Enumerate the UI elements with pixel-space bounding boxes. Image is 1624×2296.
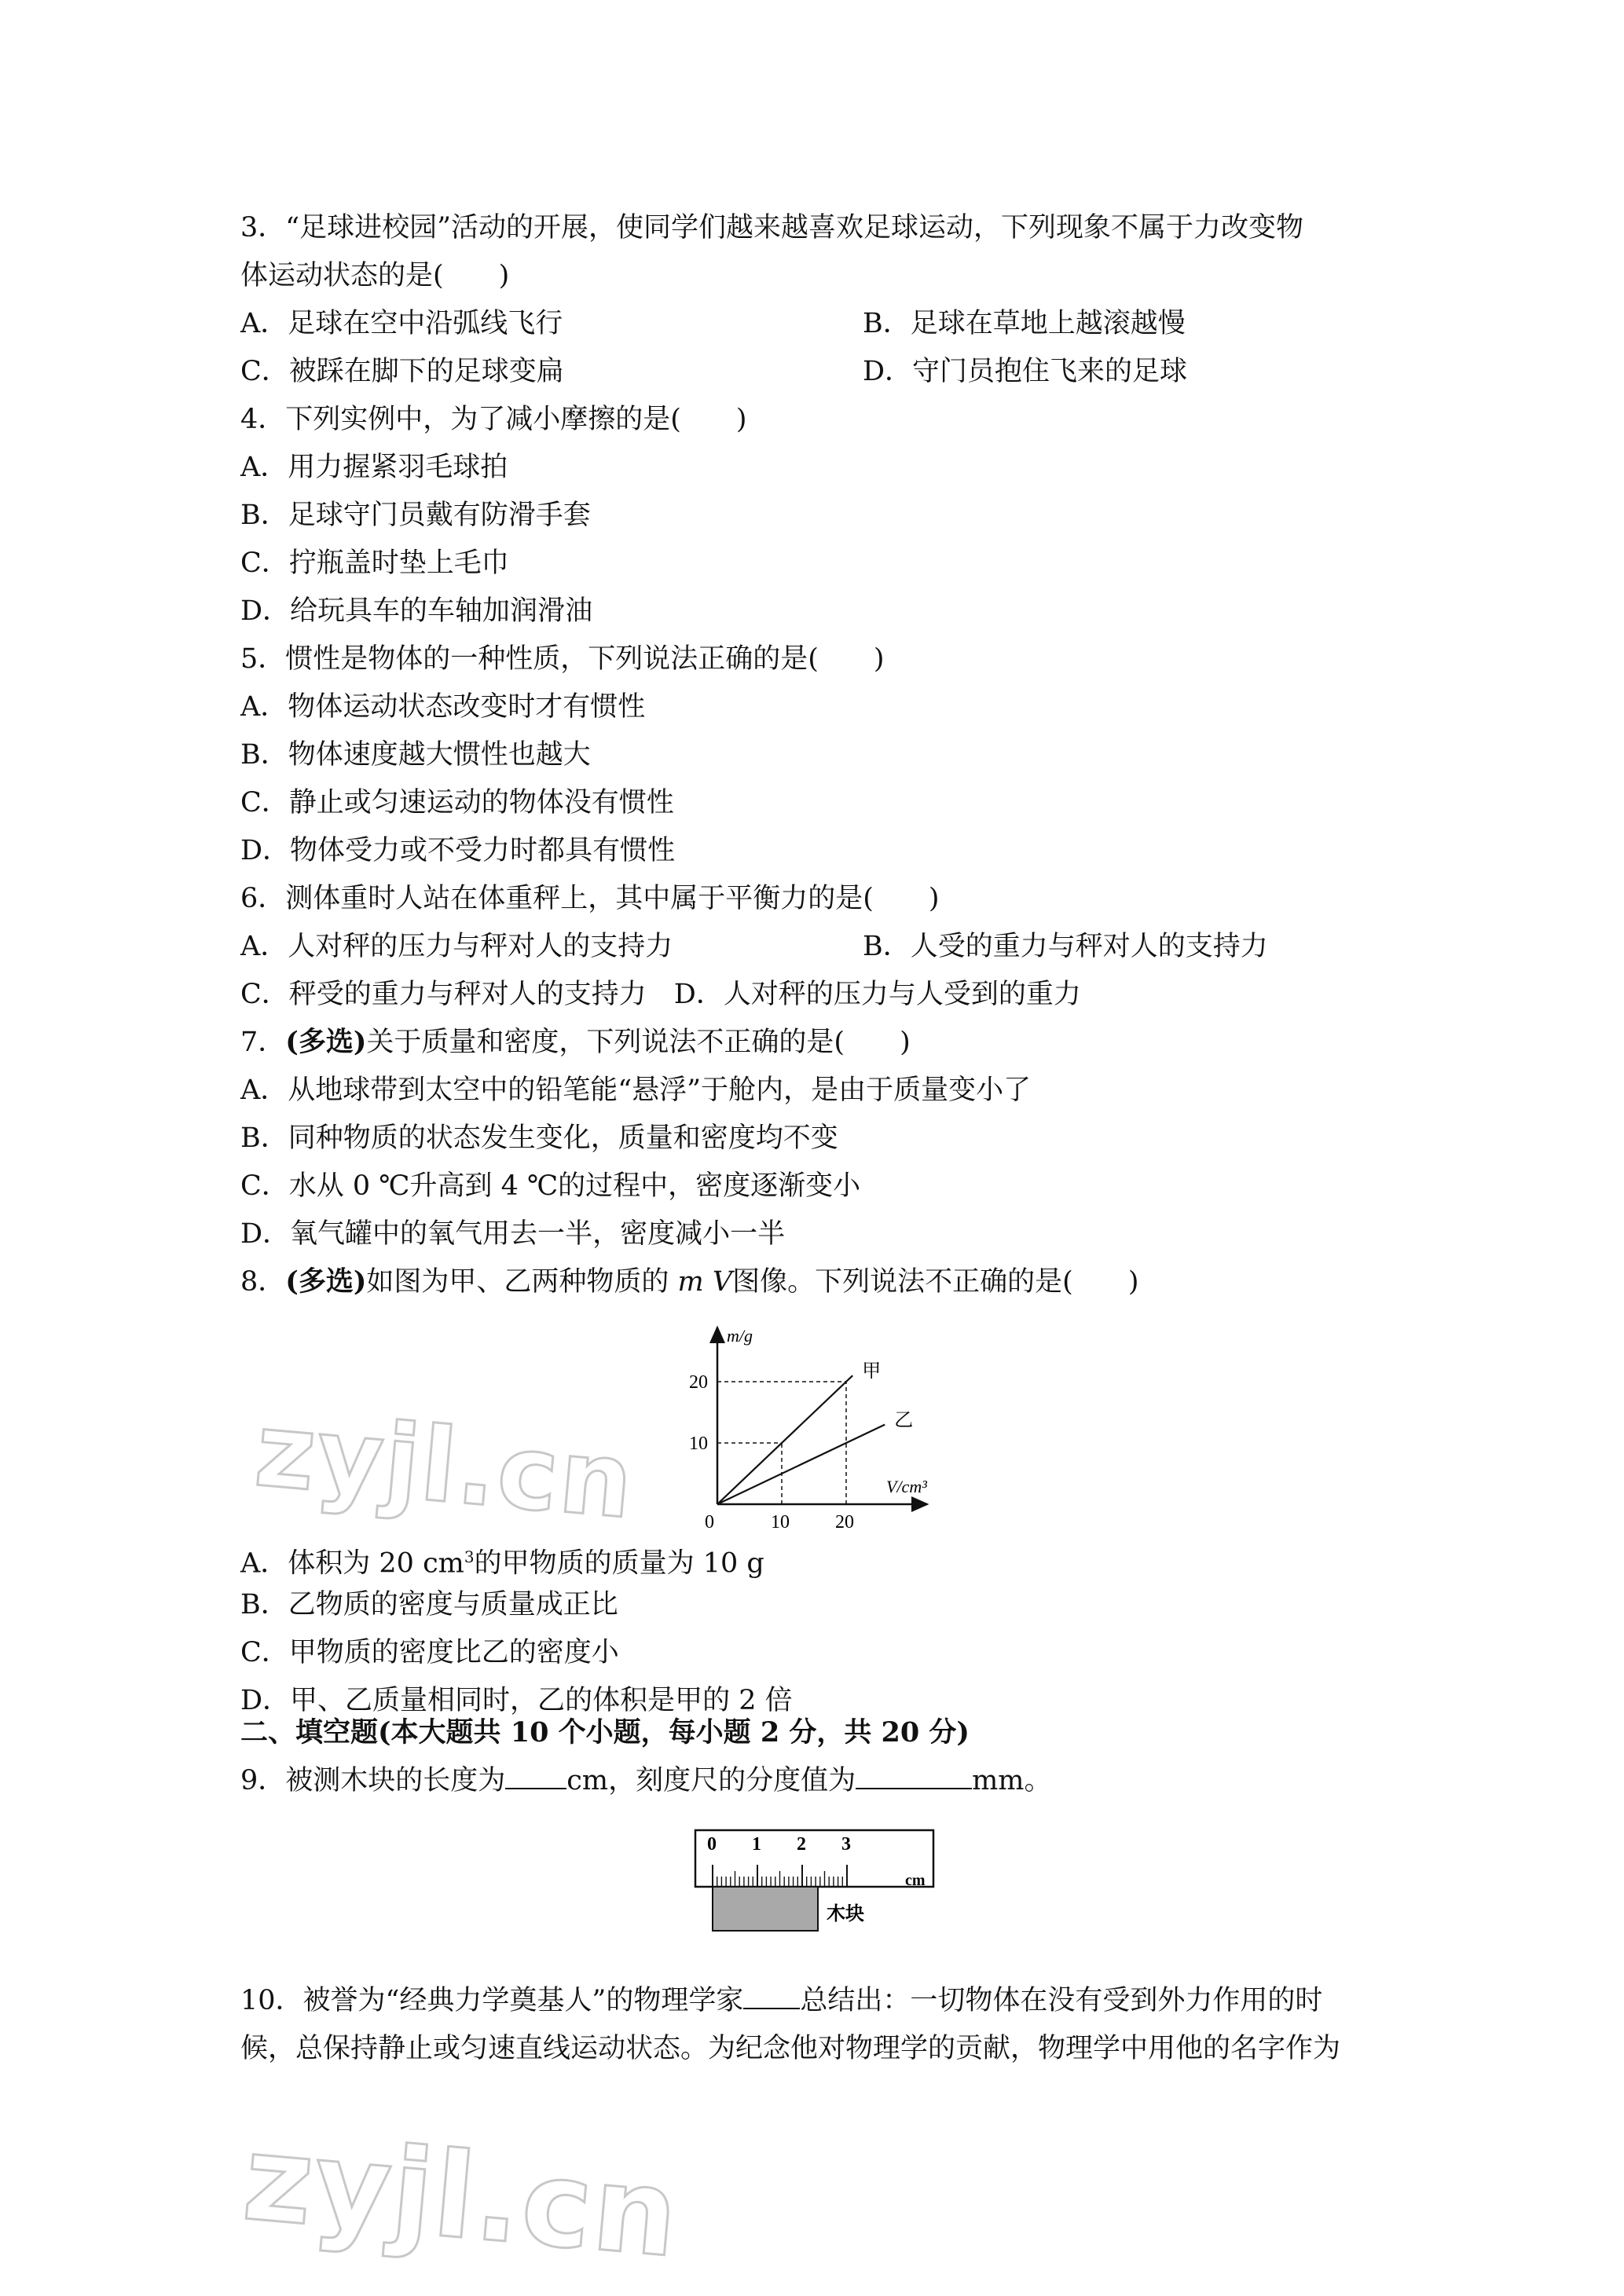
q4-option-d: D．给玩具车的车轴加润滑油 bbox=[240, 595, 593, 627]
q4-option-c: C．拧瓶盖时垫上毛巾 bbox=[240, 547, 509, 579]
q8-option-b: B．乙物质的密度与质量成正比 bbox=[240, 1589, 618, 1620]
q8-number: 8． bbox=[240, 1266, 286, 1298]
q9-pre: 9．被测木块的长度为 bbox=[240, 1765, 506, 1796]
series-line-1 bbox=[717, 1425, 885, 1504]
q8-option-d: D．甲、乙质量相同时，乙的体积是甲的 2 倍 bbox=[240, 1685, 793, 1716]
y-tick-10: 10 bbox=[689, 1434, 708, 1454]
q5-option-c: C．静止或匀速运动的物体没有惯性 bbox=[240, 787, 674, 818]
ruler-number-1: 1 bbox=[752, 1834, 761, 1855]
q6-option-a: A．人对秤的压力与秤对人的支持力 bbox=[240, 931, 673, 962]
series-label-0: 甲 bbox=[862, 1361, 882, 1382]
q7-stem-line bbox=[240, 1025, 911, 1060]
ruler-number-2: 2 bbox=[797, 1834, 806, 1855]
q8-stem-b: 图像。下列说法不正确的是( ) bbox=[732, 1266, 1139, 1298]
x-tick-10: 10 bbox=[771, 1512, 790, 1532]
q10-blank[interactable] bbox=[743, 1984, 800, 2009]
q9-line bbox=[240, 1763, 1051, 1798]
q8-option-a bbox=[240, 1540, 764, 1581]
q7-option-a: A．从地球带到太空中的铅笔能“悬浮”于舱内，是由于质量变小了 bbox=[240, 1075, 1032, 1106]
q8-stem-line bbox=[240, 1265, 1138, 1299]
q7-stem: 关于质量和密度，下列说法不正确的是( ) bbox=[366, 1027, 911, 1058]
q3-option-a: A．足球在空中沿弧线飞行 bbox=[240, 308, 563, 339]
ruler-number-3: 3 bbox=[841, 1834, 851, 1855]
q4-stem: 4．下列实例中，为了减小摩擦的是( ) bbox=[240, 404, 747, 435]
x-tick-20: 20 bbox=[835, 1512, 854, 1532]
series-line-0 bbox=[717, 1375, 852, 1504]
q7-option-d: D．氧气罐中的氧气用去一半，密度减小一半 bbox=[240, 1218, 786, 1250]
q10-post: 总结出：一切物体在没有受到外力作用的时 bbox=[800, 1985, 1323, 2016]
q8-stem-v: V bbox=[712, 1266, 733, 1298]
q10-pre: 10．被誉为“经典力学奠基人”的物理学家 bbox=[240, 1985, 744, 2016]
watermark-bottom: zyjl.cn bbox=[238, 2110, 685, 2284]
ruler-number-0: 0 bbox=[707, 1834, 717, 1855]
q5-stem: 5．惯性是物体的一种性质，下列说法正确的是( ) bbox=[240, 643, 885, 675]
watermark-middle: zyjl.cn bbox=[251, 1390, 640, 1542]
y-axis-label: m/g bbox=[727, 1326, 753, 1346]
q8-stem-a: 如图为甲、乙两种物质的 bbox=[366, 1266, 678, 1298]
q8-stem-m: m bbox=[677, 1266, 704, 1298]
q7-option-b: B．同种物质的状态发生变化，质量和密度均不变 bbox=[240, 1122, 838, 1154]
q6-option-cd: C．秤受的重力与秤对人的支持力 D．人对秤的压力与人受到的重力 bbox=[240, 979, 1081, 1010]
q5-option-d: D．物体受力或不受力时都具有惯性 bbox=[240, 835, 676, 866]
origin-label: 0 bbox=[705, 1512, 714, 1532]
x-axis-label: V/cm³ bbox=[886, 1477, 927, 1496]
q9-division-blank[interactable] bbox=[856, 1764, 972, 1789]
mv-chart bbox=[676, 1304, 959, 1540]
ruler-figure bbox=[684, 1824, 943, 1934]
q9-mid: cm，刻度尺的分度值为 bbox=[566, 1765, 856, 1796]
q8-option-a-post: 的甲物质的质量为 10 g bbox=[474, 1547, 764, 1580]
y-tick-20: 20 bbox=[689, 1372, 708, 1393]
q8-option-a-pre: A．体积为 20 cm bbox=[240, 1547, 464, 1580]
q3-stem-line2: 体运动状态的是( ) bbox=[240, 260, 510, 291]
q7-number: 7． bbox=[240, 1027, 286, 1058]
q3-option-c: C．被踩在脚下的足球变扁 bbox=[240, 356, 564, 387]
q8-option-c: C．甲物质的密度比乙的密度小 bbox=[240, 1637, 619, 1668]
block-label: 木块 bbox=[827, 1904, 864, 1924]
series-label-1: 乙 bbox=[894, 1410, 914, 1431]
q8-multi-tag: (多选) bbox=[285, 1265, 367, 1298]
section-2-heading: 二、填空题(本大题共 10 个小题，每小题 2 分，共 20 分) bbox=[240, 1716, 970, 1749]
q4-option-a: A．用力握紧羽毛球拍 bbox=[240, 452, 508, 483]
q3-stem-line1: 3．“足球进校园”活动的开展，使同学们越来越喜欢足球运动，下列现象不属于力改变物 bbox=[240, 212, 1304, 244]
ruler-unit-label: cm bbox=[905, 1872, 926, 1889]
q5-option-a: A．物体运动状态改变时才有惯性 bbox=[240, 691, 646, 723]
q3-option-d: D．守门员抱住飞来的足球 bbox=[863, 356, 1188, 387]
wood-block bbox=[713, 1887, 818, 1931]
q6-option-b: B．人受的重力与秤对人的支持力 bbox=[863, 931, 1268, 962]
q10-line2: 候，总保持静止或匀速直线运动状态。为纪念他对物理学的贡献，物理学中用他的名字作为 bbox=[240, 2033, 1341, 2064]
q7-option-c: C．水从 0 ℃升高到 4 ℃的过程中，密度逐渐变小 bbox=[240, 1170, 861, 1202]
q4-option-b: B．足球守门员戴有防滑手套 bbox=[240, 500, 591, 531]
q3-option-b: B．足球在草地上越滚越慢 bbox=[863, 308, 1186, 339]
q10-line1 bbox=[240, 1983, 1322, 2018]
q8-option-a-sup: 3 bbox=[464, 1547, 475, 1566]
q9-length-blank[interactable] bbox=[505, 1764, 566, 1789]
q5-option-b: B．物体速度越大惯性也越大 bbox=[240, 739, 591, 771]
q6-stem: 6．测体重时人站在体重秤上，其中属于平衡力的是( ) bbox=[240, 883, 940, 914]
q7-multi-tag: (多选) bbox=[285, 1026, 367, 1058]
q9-post: mm。 bbox=[972, 1765, 1052, 1796]
